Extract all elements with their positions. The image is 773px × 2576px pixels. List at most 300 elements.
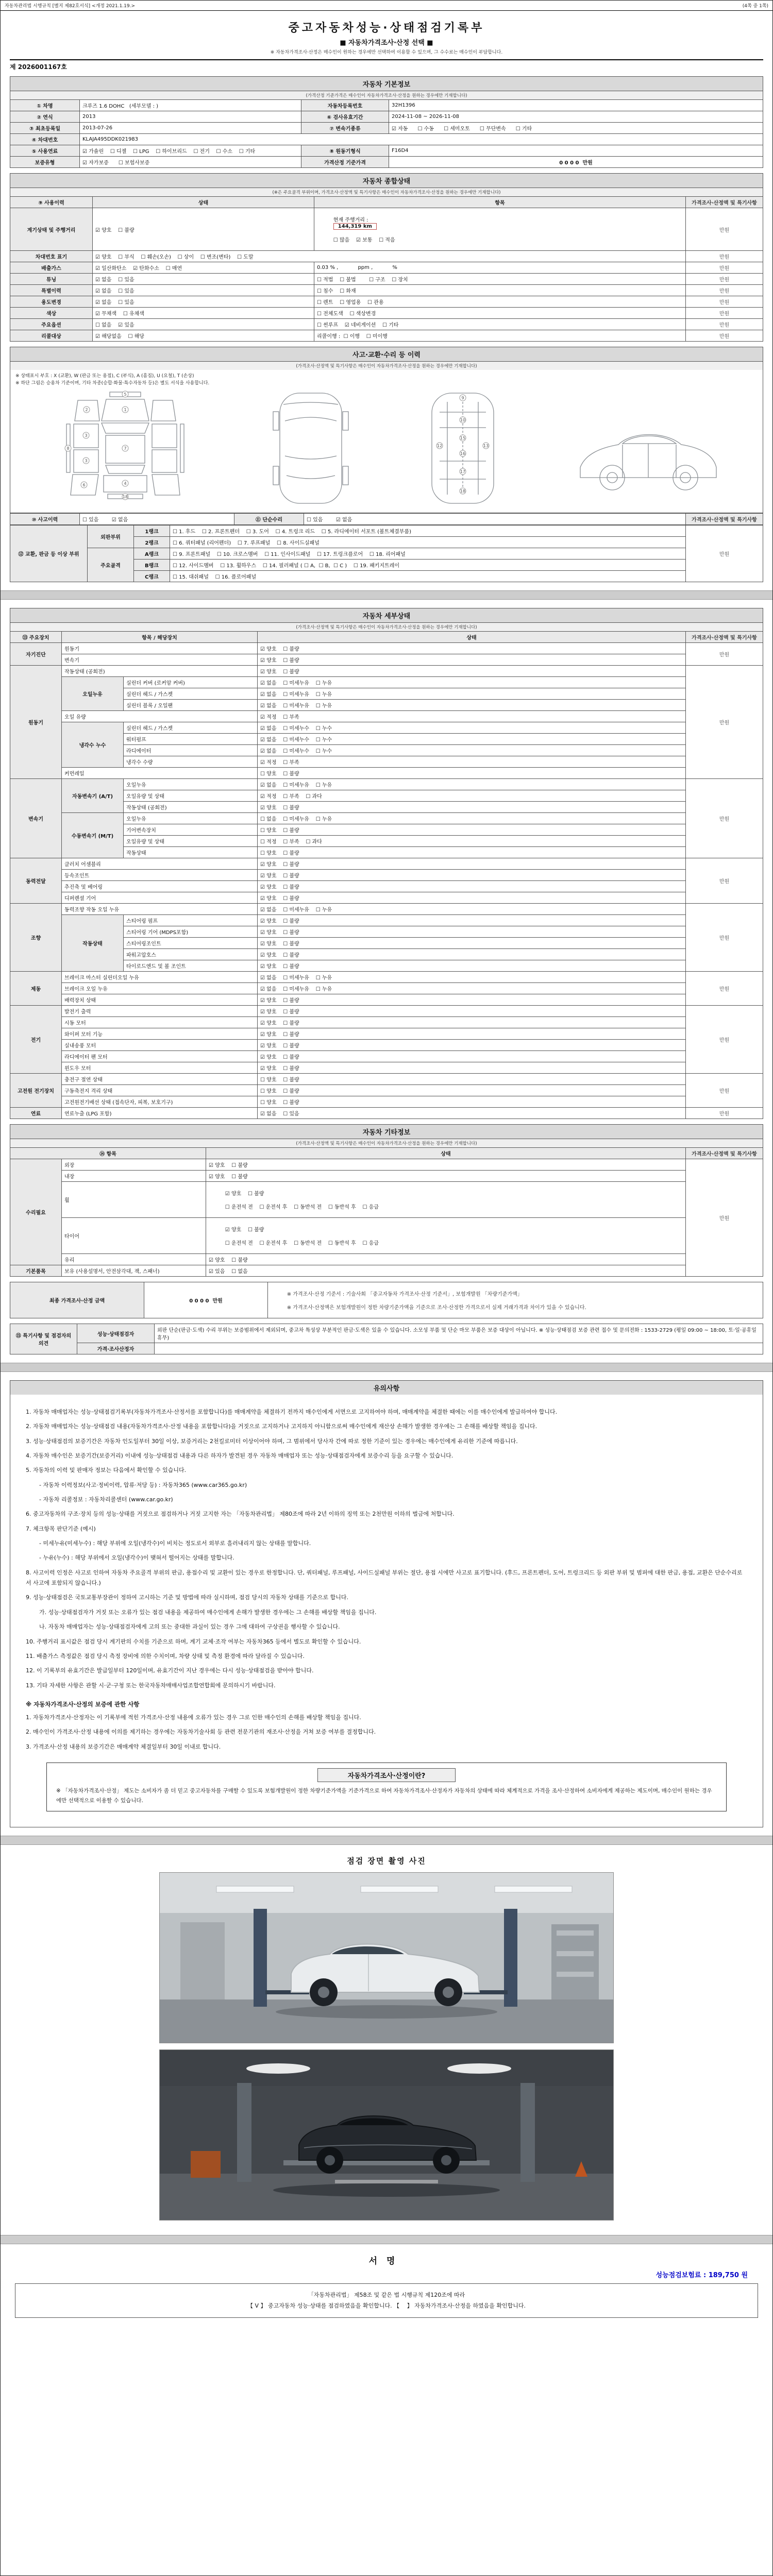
rank2-options[interactable]: ☐ 6. 쿼터패널 (리어펜더) ☐ 7. 루프패널 ☐ 8. 사이드실패널 xyxy=(170,537,686,548)
item-label: 커먼레일 xyxy=(62,768,258,779)
main-option-label: 주요옵션 xyxy=(10,319,93,330)
table-row xyxy=(10,960,763,972)
appraiser-opinion xyxy=(155,1343,763,1354)
notice-item: 1. 자동차 매매업자는 성능·상태점검기록부(자동차가격조사·산정서를 포함합니다)를 매매계약을 체결하기 전까지 매수인에게 서면으로 고지하여야 하며, 매매계약을 체결한 때에는 이를 매수인에게 발급하여야 합니다. xyxy=(26,1409,558,1415)
rankC-label: C랭크 xyxy=(134,571,170,582)
table-row xyxy=(10,319,763,330)
final-price-label: 최종 가격조사·산정 금액 xyxy=(10,1282,144,1318)
section-title-accident: 사고·교환·수리 등 이력 xyxy=(10,347,763,361)
price-cell: 만원 xyxy=(686,1108,763,1119)
transmission-options[interactable]: ☑ 자동 ☐ 수동 ☐ 세미오토 ☐ 무단변속 ☐ 기타 xyxy=(389,123,763,134)
svg-text:7: 7 xyxy=(123,446,127,451)
section-divider-band xyxy=(1,1836,772,1845)
item-label: 실린더 커버 (로커암 커버) xyxy=(124,677,258,688)
emission-values: 0.03 % , ppm , % xyxy=(314,262,686,274)
warranty-label: 보증유형 xyxy=(10,157,80,168)
col-status: 상태 xyxy=(206,1148,686,1159)
item-label: 실내송풍 모터 xyxy=(62,1040,258,1051)
status-options[interactable]: ☑ 양호 ☐ 불량 xyxy=(258,892,686,904)
svg-text:16: 16 xyxy=(460,451,465,456)
status-options[interactable]: ☑ 적정 ☐ 부족 xyxy=(258,711,686,722)
inspection-label: ⑥ 검사유효기간 xyxy=(301,111,389,123)
basic-items-options[interactable]: ☑ 있음 ☐ 없음 xyxy=(206,1265,686,1277)
color-label: 색상 xyxy=(10,308,93,319)
special-history-label: 특별이력 xyxy=(10,285,93,296)
item-label: 고전원전기배선 상태 (접속단자, 피복, 보호기구) xyxy=(62,1096,258,1108)
appraiser-label: 가격·조사산정자 xyxy=(77,1343,155,1354)
status-options[interactable]: ☑ 양호 ☐ 불량 xyxy=(206,1254,686,1265)
group-electric: 전기 xyxy=(10,1006,62,1074)
form-reference-line xyxy=(1,1,772,11)
notice-item: 8. 사고이력 인정은 사고로 인하여 자동차 주요골격 부위의 판금, 용접수리 및 교환이 있는 경우로 한정합니다. 단, 쿼터패널, 루프패널, 사이드실패널 부위는 절단, 용접 시에만 사고로 표기합니다. (후드, 프론트펜더, 도어, 트렁크리드 등 외판 부위 및 범퍼에 대한 판금, 용접, 교환은 단순수리로서 사고에 포함되지 않습니다.) xyxy=(26,1569,743,1587)
table-row xyxy=(10,892,763,904)
status-options[interactable]: ☐ 양호 ☐ 불량 xyxy=(258,1085,686,1096)
usage-change-options[interactable]: ☑ 없음 ☐ 있음 xyxy=(93,296,314,308)
repair-needed-label: 수리필요 xyxy=(10,1159,62,1265)
svg-text:10: 10 xyxy=(460,418,465,422)
sub-operation: 작동상태 xyxy=(62,915,124,972)
price-guarantee-item: 2. 매수인이 가격조사·산정 내용에 이의를 제기하는 경우에는 자동차기술사회 등 관련 전문기관의 재조사·산정을 거쳐 보증 여부를 결정합니다. xyxy=(26,1728,376,1736)
notice-item: 11. 배출가스 측정값은 점검 당시 측정 장비에 의한 수치이며, 차량 상태 및 측정 환경에 따라 달라질 수 있습니다. xyxy=(26,1652,305,1659)
table-row xyxy=(10,157,763,168)
item-label: 워터펌프 xyxy=(124,734,258,745)
item-label: 타이어 xyxy=(62,1218,206,1254)
table-row xyxy=(10,100,763,111)
price-guarantee-item: 1. 자동차가격조사·산정자는 이 기록부에 적힌 가격조사·산정 내용에 오류가 있는 경우 그로 인한 매수인의 손해를 배상할 책임을 집니다. xyxy=(26,1714,361,1721)
status-options[interactable]: ☑ 양호 ☐ 불량 xyxy=(258,881,686,892)
price-cell: 만원 xyxy=(686,904,763,972)
sub-coolant-leak: 냉각수 누수 xyxy=(62,722,124,768)
status-options[interactable]: ☑ 양호 ☐ 불량 xyxy=(258,949,686,960)
table-row xyxy=(10,734,763,745)
table-row xyxy=(10,1006,763,1017)
notice-subitem: - 누유(누수) : 해당 부위에서 오일(냉각수)이 맺혀서 떨어지는 상태를 말합니다. xyxy=(39,1554,234,1562)
section-title-overall: 자동차 종합상태 xyxy=(10,173,763,188)
table-row xyxy=(10,134,763,145)
fuel-label: ⑤ 사용연료 xyxy=(10,145,80,157)
table-row xyxy=(10,779,763,790)
item-label: 클러치 어셈블리 xyxy=(62,858,258,870)
table-row xyxy=(10,983,763,994)
exchange-panel-table xyxy=(10,525,763,582)
status-options[interactable]: ☑ 없음 ☐ 미세누유 ☐ 누유 xyxy=(258,779,686,790)
item-label: 오일누유 xyxy=(124,813,258,824)
special-history-options[interactable]: ☑ 없음 ☐ 있음 xyxy=(93,285,314,296)
notice-subitem: - 자동차 리콜정보 : 자동차리콜센터 (www.car.go.kr) xyxy=(39,1496,173,1503)
price-cell: 만원 xyxy=(686,208,763,251)
base-price-label: 가격산정 기준가격 xyxy=(301,157,389,168)
first-reg-value: 2013-07-26 xyxy=(80,123,301,134)
status-options[interactable]: ☑ 양호 ☐ 불량 xyxy=(258,858,686,870)
status-options[interactable]: ☑ 없음 ☐ 미세누수 ☐ 누수 xyxy=(258,745,686,756)
notice-body xyxy=(10,1395,763,1827)
simple-repair-options[interactable]: ☐ 있음 ☑ 없음 xyxy=(304,514,686,525)
group-high-voltage: 고전원 전기장치 xyxy=(10,1074,62,1108)
block-basic xyxy=(1,11,772,590)
main-option-options[interactable]: ☐ 없음 ☑ 있음 xyxy=(93,319,314,330)
current-mileage-value: 144,319 km xyxy=(333,223,377,230)
item-label: 작동상태 xyxy=(124,847,258,858)
status-options[interactable] xyxy=(206,1182,686,1218)
divider xyxy=(10,59,763,60)
notice-item: 2. 자동차 매매업자는 성능·상태점검 내용(자동차가격조사·산정 내용을 포함합니다)을 거짓으로 고지하거나 고지하지 아니함으로써 매수인에게 재산상 손해가 발생한 경우에는 그 손해를 배상할 책임을 집니다. xyxy=(26,1423,537,1430)
status-options[interactable]: ☐ 양호 ☐ 불량 xyxy=(258,847,686,858)
notice-subitem: 가. 성능·상태점검자가 거짓 또는 오류가 있는 점검 내용을 제공하여 매수인에게 손해가 발생한 경우에는 그 손해를 배상할 책임을 집니다. xyxy=(39,1608,377,1616)
price-cell: 만원 xyxy=(686,274,763,285)
usage-change-sub-options[interactable]: ☐ 렌트 ☐ 영업용 ☐ 관용 xyxy=(314,296,686,308)
status-options[interactable]: ☑ 양호 ☐ 불량 xyxy=(258,926,686,938)
group-self-diagnosis: 자기진단 xyxy=(10,643,62,666)
section-title-detail: 자동차 세부상태 xyxy=(10,608,763,622)
confirmation-line-1: 「자동차관리법」 제58조 및 같은 법 시행규칙 제120조에 따라 xyxy=(308,2291,465,2298)
reg-no-label: 자동차등록번호 xyxy=(301,100,389,111)
recall-label: 리콜대상 xyxy=(10,330,93,342)
price-cell: 만원 xyxy=(686,1074,763,1108)
car-underbody-view-icon xyxy=(419,389,507,507)
mileage-range-options[interactable]: ☐ 많음 ☑ 보통 ☐ 적음 xyxy=(333,238,395,243)
status-options[interactable]: ☐ 양호 ☐ 불량 xyxy=(258,1096,686,1108)
insurance-fee-label: 성능점검보험료 : xyxy=(656,2271,707,2279)
table-row xyxy=(10,526,763,537)
mileage-label: 계기상태 및 주행거리 xyxy=(10,208,93,251)
table-row xyxy=(10,1028,763,1040)
section-divider-band xyxy=(1,590,772,600)
notice-item: 5. 자동차의 이력 및 판매자 정보는 다음에서 확인할 수 있습니다. xyxy=(26,1467,187,1474)
table-row xyxy=(10,1085,763,1096)
block-signature xyxy=(1,2244,772,2334)
table-row xyxy=(10,1159,763,1171)
block-notice xyxy=(1,1372,772,1836)
status-options[interactable]: ☑ 양호 ☐ 불량 xyxy=(258,915,686,926)
year-label: ② 연식 xyxy=(10,111,80,123)
outer-panel-label: 외판부위 xyxy=(88,526,134,548)
price-cell: 만원 xyxy=(686,251,763,262)
accident-history-table xyxy=(10,513,763,525)
svg-text:9: 9 xyxy=(461,396,464,400)
main-option-sub-options[interactable]: ☐ 썬루프 ☑ 네비게이션 ☐ 기타 xyxy=(314,319,686,330)
emission-options[interactable]: ☑ 일산화탄소 ☑ 탄화수소 ☐ 매연 xyxy=(93,262,314,274)
table-row xyxy=(10,274,763,285)
price-cell: 만원 xyxy=(686,1159,763,1277)
item-label: 외장 xyxy=(62,1159,206,1171)
section-note-overall: (※은 주요골격 부위이며, 가격조사·산정액 및 특기사항은 매수인이 자동차가격조사·산정을 원하는 경우에만 기재합니다) xyxy=(10,188,763,196)
tire-position-options[interactable]: ☐ 운전석 전 ☐ 운전석 후 ☐ 동반석 전 ☐ 동반석 후 ☐ 응급 xyxy=(225,1241,379,1246)
page-subnote: ※ 자동차가격조사·산정은 매수인이 원하는 경우에만 선택하여 이용할 수 있으며, 그 수수료는 매수인이 부담합니다. xyxy=(270,50,503,55)
odometer-status-options[interactable]: ☑ 양호 ☐ 불량 xyxy=(93,208,314,251)
accident-history-options[interactable]: ☐ 있음 ☑ 없음 xyxy=(80,514,234,525)
section-divider-band xyxy=(1,2235,772,2244)
section-note-accident: (가격조사·산정액 및 특기사항은 매수인이 자동차가격조사·산정을 원하는 경우에만 기재합니다) xyxy=(10,361,763,370)
item-label: 타이로드엔드 및 볼 조인트 xyxy=(124,960,258,972)
rank2-label: 2랭크 xyxy=(134,537,170,548)
warranty-options[interactable]: ☑ 자가보증 ☐ 보험사보증 xyxy=(80,157,301,168)
status-options[interactable]: ☐ 적정 ☐ 부족 ☐ 과다 xyxy=(258,836,686,847)
rank1-options[interactable]: ☐ 1. 후드 ☐ 2. 프론트펜더 ☐ 3. 도어 ☐ 4. 트렁크 리드 ☐ 5. 라디에이터 서포트 (볼트체결부품) xyxy=(170,526,686,537)
item-label: 스티어링조인트 xyxy=(124,938,258,949)
rankA-options[interactable]: ☐ 9. 프론트패널 ☐ 10. 크로스멤버 ☐ 11. 인사이드패널 ☐ 17. 트렁크플로어 ☐ 18. 리어패널 xyxy=(170,548,686,560)
sub-at: 자동변속기 (A/T) xyxy=(62,779,124,813)
tuning-sub-options[interactable]: ☐ 적법 ☐ 불법 ☐ 구조 ☐ 장치 xyxy=(314,274,686,285)
final-price-note-1: ※ 가격조사·산정 기준서 : 기술사회 「중고자동차 가격조사·산정 기준서」, 보험개발원 「차량기준가액」 xyxy=(287,1292,523,1297)
notice-item: 9. 성능·상태점검은 국토교통부장관이 정하여 고시하는 기준 및 방법에 따라 실시하며, 점검 당시의 자동차 상태를 기준으로 합니다. xyxy=(26,1594,348,1601)
price-cell: 만원 xyxy=(686,285,763,296)
table-row xyxy=(10,1171,763,1182)
status-options[interactable] xyxy=(206,1218,686,1254)
status-options[interactable]: ☑ 없음 ☐ 미세누유 ☐ 누유 xyxy=(258,677,686,688)
status-options[interactable]: ☑ 양호 ☐ 불량 xyxy=(258,1028,686,1040)
notice-item: 4. 자동차 매수인은 보증기간(보증거리) 이내에 성능·상태점검 내용과 다른 하자가 발견된 경우 자동차 매매업자 또는 성능·상태점검자에게 보증수리 등을 요구할 수 있습니다. xyxy=(26,1452,453,1460)
status-options[interactable]: ☑ 없음 ☐ 미세누유 ☐ 누유 xyxy=(258,972,686,983)
status-options[interactable]: ☑ 양호 ☐ 불량 xyxy=(258,1051,686,1062)
status-options[interactable]: ☑ 양호 ☐ 불량 xyxy=(258,643,686,654)
usage-change-label: 용도변경 xyxy=(10,296,93,308)
accident-history-label: ⑩ 사고이력 xyxy=(10,514,80,525)
table-row xyxy=(10,904,763,915)
vin-mark-label: 차대번호 표기 xyxy=(10,251,93,262)
status-options[interactable]: ☑ 없음 ☐ 미세누수 ☐ 누수 xyxy=(258,734,686,745)
status-options[interactable]: ☑ 양호 ☐ 불량 xyxy=(206,1171,686,1182)
table-row xyxy=(10,1282,763,1318)
status-options[interactable]: ☑ 양호 ☐ 불량 xyxy=(258,1006,686,1017)
status-options[interactable]: ☑ 없음 ☐ 미세누유 ☐ 누유 xyxy=(258,983,686,994)
tuning-options[interactable]: ☑ 없음 ☐ 있음 xyxy=(93,274,314,285)
table-row xyxy=(10,688,763,700)
block-photos xyxy=(1,1845,772,2235)
table-row xyxy=(10,1096,763,1108)
item-label: 등속조인트 xyxy=(62,870,258,881)
special-history-sub-options[interactable]: ☐ 침수 ☐ 화재 xyxy=(314,285,686,296)
status-options[interactable]: ☑ 양호 ☐ 불량 xyxy=(258,938,686,949)
confirmation-line-2[interactable]: 【 V 】 중고자동차 성능·상태를 점검하였음을 확인합니다. 【 】 자동차가격조사·산정을 하였음을 확인합니다. xyxy=(247,2302,526,2310)
col-item: 항목 / 해당장치 xyxy=(62,632,258,643)
status-options[interactable]: ☑ 없음 ☐ 미세누유 ☐ 누유 xyxy=(258,700,686,711)
table-row xyxy=(10,1254,763,1265)
item-label: 오일누유 xyxy=(124,779,258,790)
recall-sub-options[interactable]: 리콜이행 : ☐ 이행 ☐ 미이행 xyxy=(314,330,686,342)
wheel-position-options[interactable]: ☐ 운전석 전 ☐ 운전석 후 ☐ 동반석 전 ☐ 동반석 후 ☐ 응급 xyxy=(225,1205,379,1210)
notice-item: 7. 체크항목 판단기준 (예시) xyxy=(26,1525,96,1532)
fuel-options[interactable]: ☑ 가솔린 ☐ 디젤 ☐ LPG ☐ 하이브리드 ☐ 전기 ☐ 수소 ☐ 기타 xyxy=(80,145,301,157)
reg-no-value: 32H1396 xyxy=(389,100,763,111)
item-label: 냉각수 수량 xyxy=(124,756,258,768)
price-cell: 만원 xyxy=(686,666,763,779)
col-item: ⑭ 항목 xyxy=(10,1148,206,1159)
svg-text:5: 5 xyxy=(123,392,127,397)
table-row xyxy=(10,926,763,938)
page-marker: (4쪽 중 1쪽) xyxy=(742,4,768,9)
table-row xyxy=(10,514,763,525)
notice-subitem: - 미세누유(미세누수) : 해당 부위에 오일(냉각수)이 비치는 정도로서 외부로 흘러내리지 않는 상태를 말합니다. xyxy=(39,1540,311,1547)
price-cell: 만원 xyxy=(686,643,763,666)
status-options[interactable]: ☑ 양호 ☐ 불량 xyxy=(258,802,686,813)
status-options[interactable]: ☑ 양호 ☐ 불량 xyxy=(258,994,686,1006)
status-options[interactable]: ☐ 양호 ☐ 불량 xyxy=(258,1074,686,1085)
price-cell: 만원 xyxy=(686,1006,763,1074)
item-label: 연료누출 (LPG 포함) xyxy=(62,1108,258,1119)
table-row xyxy=(10,813,763,824)
col-status: 상태 xyxy=(258,632,686,643)
col-price: 가격조사·산정액 및 특기사항 xyxy=(686,1148,763,1159)
final-price-value: 0 0 0 0 만원 xyxy=(144,1282,268,1318)
table-row xyxy=(10,972,763,983)
status-options[interactable]: ☑ 양호 ☐ 불량 xyxy=(258,1062,686,1074)
car-name-value: 크루즈 1.6 DOHC (세부모델 : ) xyxy=(80,100,301,111)
status-options[interactable]: ☐ 양호 ☐ 불량 xyxy=(258,824,686,836)
col-item: 항목 xyxy=(314,197,686,208)
table-row xyxy=(10,1182,763,1218)
item-label: 실린더 헤드 / 가스켓 xyxy=(124,688,258,700)
vin-mark-options[interactable]: ☑ 양호 ☐ 부식 ☐ 훼손(오손) ☐ 상이 ☐ 변조(변타) ☐ 도말 xyxy=(93,251,686,262)
price-cell: 만원 xyxy=(686,319,763,330)
status-options[interactable]: ☑ 양호 ☐ 불량 xyxy=(258,1017,686,1028)
photos-title: 점검 장면 촬영 사진 xyxy=(347,1856,426,1866)
year-value: 2013 xyxy=(80,111,301,123)
table-row xyxy=(10,1265,763,1277)
status-options[interactable]: ☑ 양호 ☐ 불량 xyxy=(258,870,686,881)
group-fuel: 연료 xyxy=(10,1108,62,1119)
final-price-note-2: ※ 가격조사·산정액은 보험개발원이 정한 차량기준가액을 기준으로 조사·산정한 가격으로서 실제 거래가격과 차이가 있을 수 있습니다. xyxy=(287,1305,586,1311)
table-row xyxy=(10,915,763,926)
table-row xyxy=(10,870,763,881)
final-price-notes xyxy=(268,1282,763,1318)
rankB-options[interactable]: ☐ 12. 사이드멤버 ☐ 13. 휠하우스 ☐ 14. 필러패널 ( ☐ A, ☐ B, ☐ C ) ☐ 19. 패키지트레이 xyxy=(170,560,686,571)
group-powertrain: 동력전달 xyxy=(10,858,62,904)
price-cell: 만원 xyxy=(686,296,763,308)
group-transmission: 변속기 xyxy=(10,779,62,858)
legend-line-1: ※ 상태표시 부호 : X (교환), W (판금 또는 용접), C (부식), A (흠집), U (요철), T (손상) xyxy=(15,374,194,379)
table-row xyxy=(10,802,763,813)
tuning-label: 튜닝 xyxy=(10,274,93,285)
col-price: 가격조사·산정액 및 특기사항 xyxy=(686,197,763,208)
table-row xyxy=(10,654,763,666)
confirmation-box xyxy=(15,2283,758,2318)
exchange-section-label: ⑫ 교환, 판금 등 이상 부위 xyxy=(10,526,88,582)
rankC-options[interactable]: ☐ 15. 대쉬패널 ☐ 16. 플로어패널 xyxy=(170,571,686,582)
price-cell: 만원 xyxy=(686,308,763,319)
svg-text:6: 6 xyxy=(82,483,86,487)
block-detail xyxy=(1,600,772,1363)
table-row xyxy=(10,285,763,296)
status-options[interactable]: ☑ 양호 ☐ 불량 xyxy=(258,666,686,677)
table-row xyxy=(10,847,763,858)
status-options[interactable]: ☑ 없음 ☐ 미세누유 ☐ 누유 xyxy=(258,904,686,915)
table-row xyxy=(10,197,763,208)
price-cell: 만원 xyxy=(686,779,763,858)
table-row xyxy=(10,208,763,251)
status-options[interactable]: ☑ 없음 ☐ 미세누수 ☐ 누수 xyxy=(258,722,686,734)
tire-status-options[interactable]: ☑ 양호 ☐ 불량 xyxy=(225,1227,264,1233)
table-row xyxy=(10,548,763,560)
form-reference: 자동차관리법 시행규칙 [별지 제82호서식] <개정 2021.1.19.> xyxy=(5,4,136,9)
col-status: 상태 xyxy=(93,197,314,208)
table-row xyxy=(10,262,763,274)
item-label: 스티어링 기어 (MDPS포함) xyxy=(124,926,258,938)
price-guarantee-item: 3. 가격조사·산정 내용의 보증기간은 매매계약 체결일부터 30일 이내로 합니다. xyxy=(26,1743,221,1750)
rankA-label: A랭크 xyxy=(134,548,170,560)
item-label: 디퍼렌셜 기어 xyxy=(62,892,258,904)
price-cell: 만원 xyxy=(686,262,763,274)
status-options[interactable]: ☑ 양호 ☐ 불량 xyxy=(258,1040,686,1051)
section-title-notice: 유의사항 xyxy=(10,1380,763,1395)
table-row xyxy=(10,836,763,847)
col-usage-history: ⑨ 사용이력 xyxy=(10,197,93,208)
price-appraisal-info-box xyxy=(46,1762,727,1811)
section-note-basic: (가격산정 기준가격은 매수인이 자동차가격조사·산정을 원하는 경우에만 기재합니다) xyxy=(10,91,763,99)
table-row xyxy=(10,722,763,734)
item-label: 내장 xyxy=(62,1171,206,1182)
section-note-etc: (가격조사·산정액 및 특기사항은 매수인이 자동차가격조사·산정을 원하는 경우에만 기재합니다) xyxy=(10,1139,763,1147)
color-options[interactable]: ☑ 무채색 ☐ 유채색 xyxy=(93,308,314,319)
status-options[interactable]: ☐ 없음 ☐ 미세누유 ☐ 누유 xyxy=(258,813,686,824)
wheel-status-options[interactable]: ☑ 양호 ☐ 불량 xyxy=(225,1191,264,1197)
item-label: 라디에이터 팬 모터 xyxy=(62,1051,258,1062)
table-row xyxy=(10,790,763,802)
item-label: 스티어링 펌프 xyxy=(124,915,258,926)
status-options[interactable]: ☑ 양호 ☐ 불량 xyxy=(258,654,686,666)
section-divider-band xyxy=(1,1363,772,1372)
color-sub-options[interactable]: ☐ 전체도색 ☐ 색상변경 xyxy=(314,308,686,319)
item-label: 브레이크 오일 누유 xyxy=(62,983,258,994)
item-label: 구동축전지 격리 상태 xyxy=(62,1085,258,1096)
notice-item: 10. 주행거리 표시값은 점검 당시 계기판의 수치를 기준으로 하며, 계기 교체·조작 여부는 자동차365 등에서 별도로 확인할 수 있습니다. xyxy=(26,1638,361,1645)
recall-options[interactable]: ☑ 해당없음 ☐ 해당 xyxy=(93,330,314,342)
item-label: 발전기 출력 xyxy=(62,1006,258,1017)
group-engine: 원동기 xyxy=(10,666,62,779)
table-row xyxy=(10,1148,763,1159)
main-frame-label: 주요골격 xyxy=(88,548,134,582)
price-cell: 만원 xyxy=(686,526,763,582)
status-options[interactable]: ☑ 적정 ☐ 부족 xyxy=(258,756,686,768)
status-options[interactable]: ☑ 적정 ☐ 부족 ☐ 과다 xyxy=(258,790,686,802)
status-options[interactable]: ☐ 양호 ☐ 불량 xyxy=(258,768,686,779)
section-title-basic: 자동차 기본정보 xyxy=(10,76,763,91)
rank1-label: 1랭크 xyxy=(134,526,170,537)
car-exploded-diagram-icon xyxy=(48,389,203,507)
status-options[interactable]: ☑ 양호 ☐ 불량 xyxy=(258,960,686,972)
item-label: 추진축 및 베어링 xyxy=(62,881,258,892)
notice-item: 6. 중고자동차의 구조·장치 등의 성능·상태를 거짓으로 점검하거나 거짓 고지한 자는 「자동차관리법」 제80조에 따라 2년 이하의 징역 또는 2천만원 이하의 벌금에 처합니다. xyxy=(26,1511,455,1518)
transmission-label: ⑦ 변속기종류 xyxy=(301,123,389,134)
table-row xyxy=(10,643,763,654)
price-guarantee-title: ※ 자동차가격조사·산정의 보증에 관한 사항 xyxy=(26,1700,140,1708)
table-row xyxy=(10,111,763,123)
inspector-opinion: 외판 단순(판금·도색) 수리 부위는 보증범위에서 제외되며, 중고차 특성상 부분적인 판금·도색은 있을 수 있습니다. 소모성 부품 및 단순 마모 부품은 보증 대상이 아닙니다. ※ 성능·상태점검 보증 관련 접수 및 문의전화 : 1533-2729 (평일 09:00 ~ 18:00, 토·일·공휴일 휴무) xyxy=(155,1324,763,1343)
car-diagrams xyxy=(15,389,758,507)
notice-subitem: 나. 자동차 매매업자는 성능·상태점검자에게 고의 또는 중대한 과실이 있는 경우 그에 대하여 구상권을 행사할 수 있습니다. xyxy=(39,1623,340,1631)
item-label: 휠 xyxy=(62,1182,206,1218)
notice-subitem: - 자동차 이력정보(사고·정비이력, 압류·저당 등) : 자동차365 (www.car365.go.kr) xyxy=(39,1481,247,1488)
svg-text:17: 17 xyxy=(460,469,465,474)
table-row xyxy=(10,700,763,711)
price-cell: 만원 xyxy=(686,330,763,342)
svg-text:8: 8 xyxy=(66,446,70,451)
item-label: 동력조향 작동 오일 누유 xyxy=(62,904,258,915)
notice-item: 12. 이 기록부의 유효기간은 발급일부터 120일이며, 유효기간이 지난 경우에는 다시 성능·상태점검을 받아야 합니다. xyxy=(26,1667,314,1674)
item-label: 충전구 절연 상태 xyxy=(62,1074,258,1085)
table-row xyxy=(10,632,763,643)
current-mileage-label: 현재 주행거리 : xyxy=(333,217,368,223)
base-price-value: 0 0 0 0 만원 xyxy=(389,157,763,168)
document-number: 제 2026001167호 xyxy=(10,63,67,71)
status-options[interactable]: ☑ 없음 ☐ 미세누유 ☐ 누유 xyxy=(258,688,686,700)
status-options[interactable]: ☑ 없음 ☐ 있음 xyxy=(258,1108,686,1119)
table-row xyxy=(10,745,763,756)
mileage-cell xyxy=(314,208,686,251)
status-options[interactable]: ☑ 양호 ☐ 불량 xyxy=(206,1159,686,1171)
car-diagram-panel xyxy=(10,370,763,513)
svg-text:2: 2 xyxy=(85,408,88,412)
table-row xyxy=(10,1074,763,1085)
